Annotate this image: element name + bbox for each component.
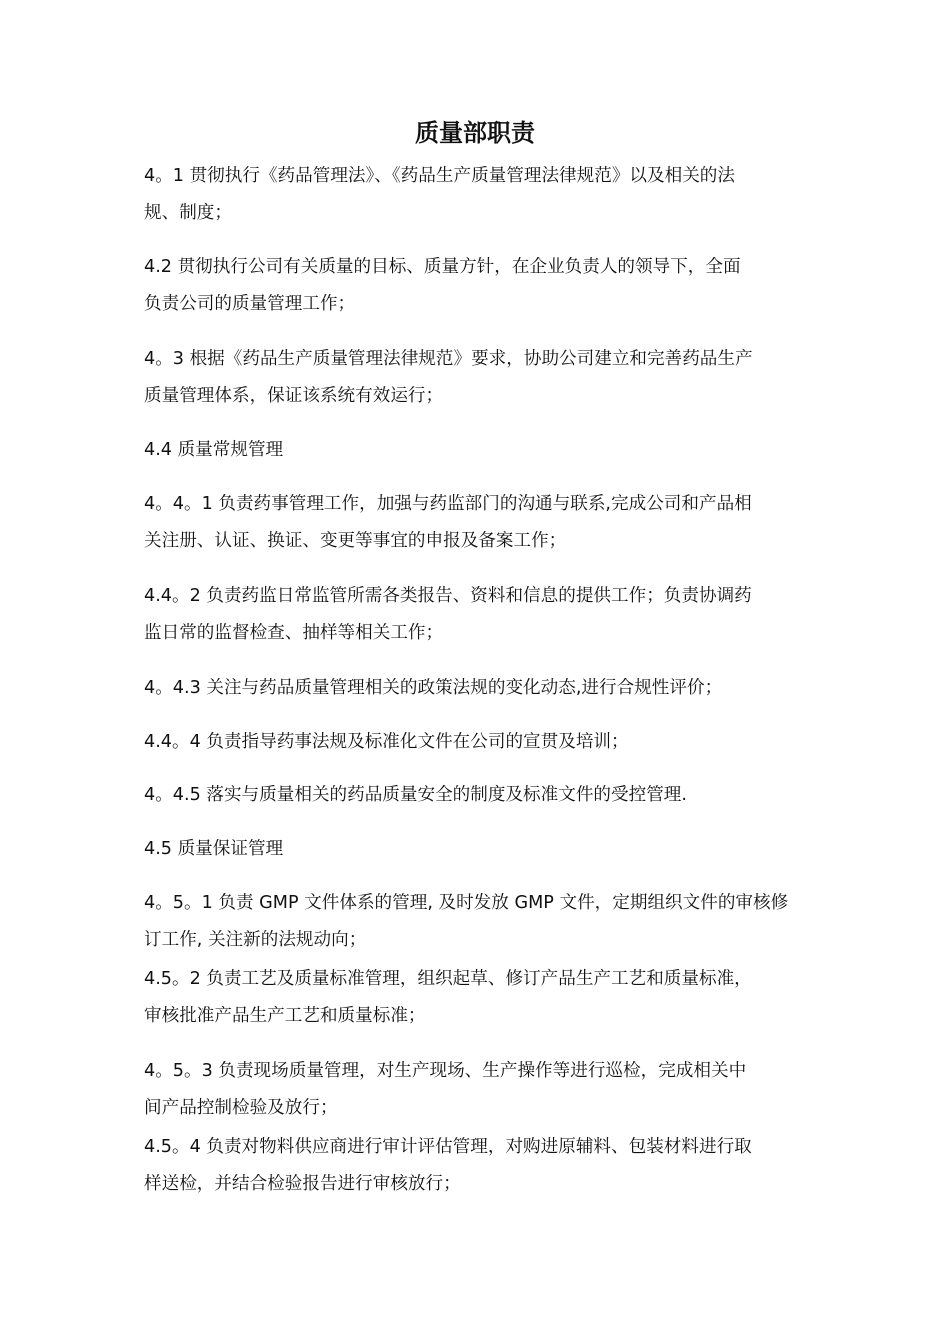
paragraph-line: 4。4。1 负责药事管理工作，加强与药监部门的沟通与联系,完成公司和产品相 xyxy=(144,494,752,514)
paragraph-4-5-4 xyxy=(144,1129,808,1203)
paragraph-line: 4.4。4 负责指导药事法规及标准化文件在公司的宣贯及培训； xyxy=(144,732,629,752)
paragraph-line: 4.5。2 负责工艺及质量标准管理，组织起草、修订产品生产工艺和质量标准， xyxy=(144,969,752,989)
paragraph-line: 监日常的监督检查、抽样等相关工作； xyxy=(144,623,444,643)
paragraph-line: 4。5。3 负责现场质量管理，对生产现场、生产操作等进行巡检，完成相关中 xyxy=(144,1061,747,1081)
document-title: 质量部职责 xyxy=(415,119,535,147)
paragraph-4-4-5 xyxy=(144,777,808,814)
paragraph-line: 质量管理体系，保证该系统有效运行； xyxy=(144,386,444,406)
paragraph-line: 4。5。1 负责 GMP 文件体系的管理, 及时发放 GMP 文件，定期组织文件的审核修 xyxy=(144,893,789,913)
paragraph-line: 4.4。2 负责药监日常监管所需各类报告、资料和信息的提供工作；负责协调药 xyxy=(144,586,752,606)
paragraph-4-5-2 xyxy=(144,961,808,1035)
paragraph-4-2 xyxy=(144,249,808,323)
paragraph-line: 样送检，并结合检验报告进行审核放行； xyxy=(144,1174,461,1194)
section-heading-4-4 xyxy=(144,432,808,469)
paragraph-line: 关注册、认证、换证、变更等事宜的申报及备案工作； xyxy=(144,531,567,551)
paragraph-4-4-1 xyxy=(144,486,808,560)
paragraph-4-5-1 xyxy=(144,885,808,959)
paragraph-line: 间产品控制检验及放行； xyxy=(144,1098,338,1118)
paragraph-line: 4.5。4 负责对物料供应商进行审计评估管理，对购进原辅料、包装材料进行取 xyxy=(144,1137,752,1157)
paragraph-4-1 xyxy=(144,158,808,232)
paragraph-line: 4.4 质量常规管理 xyxy=(144,440,284,460)
section-heading-4-5 xyxy=(144,831,808,868)
paragraph-line: 4.5 质量保证管理 xyxy=(144,839,284,859)
paragraph-4-5-3 xyxy=(144,1053,808,1127)
paragraph-line: 4。4.3 关注与药品质量管理相关的政策法规的变化动态,进行合规性评价； xyxy=(144,678,723,698)
paragraph-line: 4。3 根据《药品生产质量管理法律规范》要求，协助公司建立和完善药品生产 xyxy=(144,349,753,369)
paragraph-line: 4。1 贯彻执行《药品管理法》、《药品生产质量管理法律规范》以及相关的法 xyxy=(144,166,735,186)
paragraph-line: 4.2 贯彻执行公司有关质量的目标、质量方针，在企业负责人的领导下，全面 xyxy=(144,257,741,277)
paragraph-line: 订工作, 关注新的法规动向； xyxy=(144,930,367,950)
paragraph-line: 规、制度； xyxy=(144,203,232,223)
paragraph-4-4-3 xyxy=(144,670,808,707)
paragraph-line: 审核批准产品生产工艺和质量标准； xyxy=(144,1006,426,1026)
paragraph-4-4-4 xyxy=(144,724,808,761)
paragraph-line: 负责公司的质量管理工作； xyxy=(144,294,356,314)
paragraph-line: 4。4.5 落实与质量相关的药品质量安全的制度及标准文件的受控管理. xyxy=(144,785,687,805)
paragraph-4-3 xyxy=(144,341,808,415)
paragraph-4-4-2 xyxy=(144,578,808,652)
